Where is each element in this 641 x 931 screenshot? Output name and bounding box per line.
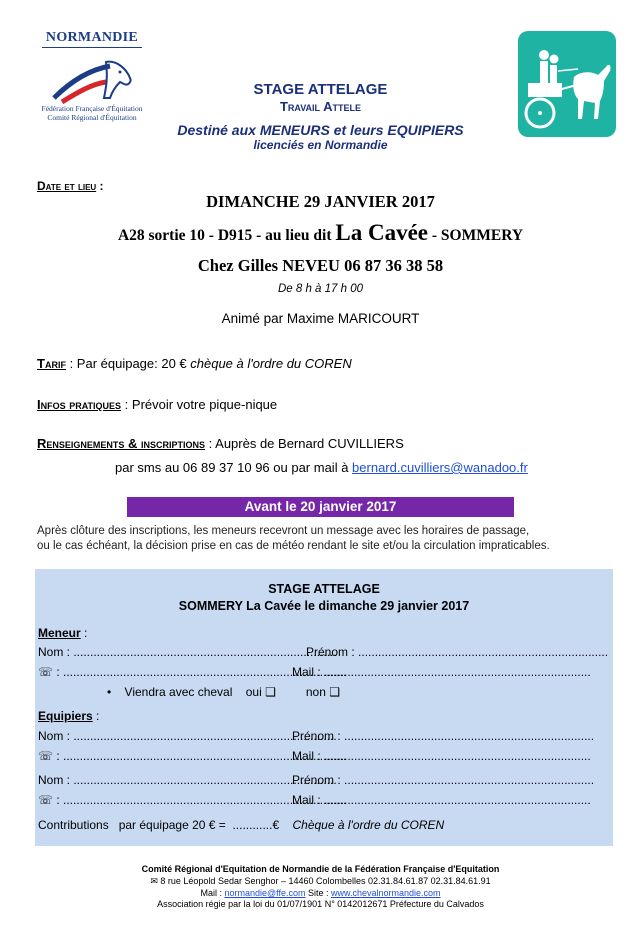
licence-line: licenciés en Normandie [253, 138, 388, 152]
infos-line [37, 397, 277, 412]
footer-org: Comité Régional d'Equitation de Normandie de la Fédération Française d'Equitation [141, 864, 500, 874]
phone-icon: ☏ [38, 749, 54, 763]
event-date: DIMANCHE 29 JANVIER 2017 [206, 192, 435, 211]
meneur-mail-field[interactable]: Mail : ................................................................................ [292, 665, 591, 679]
footer-address [0, 876, 641, 887]
bullet-icon: • [107, 685, 125, 699]
renseignements-label: Renseignements & inscriptions [37, 436, 206, 451]
tarif-cheque: chèque à l'ordre du COREN [190, 356, 352, 371]
footer-email-link[interactable]: normandie@ffe.com [224, 888, 306, 898]
footer-site-link[interactable]: www.chevalnormandie.com [331, 888, 441, 898]
footer-site-label: Site : [305, 888, 331, 898]
audience-line: Destiné aux MENEURS et leurs EQUIPIERS [177, 122, 464, 138]
tarif-label: Tarif [37, 356, 66, 371]
deadline-banner: Avant le 20 janvier 2017 [127, 497, 514, 517]
envelope-icon: ✉ [150, 876, 158, 886]
meneur-colon: : [80, 626, 88, 640]
tarif-line [37, 356, 352, 371]
form-subtitle: SOMMERY La Cavée le dimanche 29 janvier 2017 [178, 599, 470, 613]
phone-icon: ☏ [38, 793, 54, 807]
after-registration-note [37, 524, 550, 553]
equipiers-label: Equipiers [38, 709, 93, 723]
logo-brand-text: NORMANDIE [45, 30, 139, 45]
logo-fed-line1: Fédération Française d'Équitation [41, 104, 143, 113]
sms-line [115, 460, 528, 475]
sms-text: par sms au 06 89 37 10 96 ou par mail à [115, 460, 353, 475]
page-subtitle: Travail Attele [279, 99, 362, 114]
equipier1-prenom-field[interactable]: Prénom : ........................................................................... [292, 729, 595, 743]
contribution-text: Contributions par équipage 20 € = ............€ [38, 818, 293, 832]
registration-form [35, 569, 613, 846]
event-hours: De 8 h à 17 h 00 [277, 283, 364, 295]
meneur-heading [38, 626, 87, 640]
event-location [0, 220, 641, 246]
note-line-2: ou le cas échéant, la décision prise en cas de météo rendant le site et/ou la circulation impraticables. [37, 539, 550, 552]
renseignements-line [37, 436, 404, 451]
equipier2-nom-field[interactable]: Nom : ............................................................................... [38, 773, 337, 787]
cheval-choice-text: Viendra avec cheval oui ❑ non ❑ [124, 685, 340, 699]
footer-contact [0, 888, 641, 898]
infos-label: Infos pratiques [37, 397, 122, 412]
phone-icon: ☏ [38, 665, 54, 679]
meneur-prenom-field[interactable]: Prénom : ........................................................................... [306, 645, 609, 659]
date-lieu-colon: : [96, 179, 104, 193]
lieu-dit: La Cavée [335, 220, 428, 245]
instructor-line: Animé par Maxime MARICOURT [221, 311, 420, 326]
meneur-label: Meneur [38, 626, 81, 640]
renseignements-text: : Auprès de Bernard CUVILLIERS [205, 436, 404, 451]
logo-divider [42, 47, 142, 48]
equipier1-tel-dots: : ..................................................................................... [53, 749, 347, 763]
town-name: SOMMERY [440, 227, 524, 244]
equipier1-mail-field[interactable]: Mail : ................................................................................ [292, 749, 591, 763]
host-contact: Chez Gilles NEVEU 06 87 36 38 58 [197, 256, 444, 275]
footer-address-text: 8 rue Léopold Sedar Senghor – 14460 Colombelles 02.31.84.61.87 02.31.84.61.91 [157, 876, 491, 886]
meneur-nom-field[interactable]: Nom : ............................................................................... [38, 645, 337, 659]
date-lieu-label-text: Date et lieu [37, 179, 97, 193]
contribution-cheque: Chèque à l'ordre du COREN [292, 818, 445, 832]
meneur-tel-dots: : ..................................................................................... [53, 665, 347, 679]
logo-fed-line2: Comité Régional d'Équitation [47, 113, 137, 122]
form-title: STAGE ATTELAGE [268, 582, 380, 596]
equipiers-heading [38, 709, 99, 723]
equipier2-tel-dots: : ..................................................................................... [53, 793, 347, 807]
route-text: A28 sortie 10 - D915 - au lieu dit [117, 227, 336, 244]
tarif-text: : Par équipage: 20 € [65, 356, 191, 371]
equipier2-mail-field[interactable]: Mail : ................................................................................ [292, 793, 591, 807]
page-title: STAGE ATTELAGE [253, 81, 388, 98]
note-line-1: Après clôture des inscriptions, les meneurs recevront un message avec les horaires de passage, [37, 525, 530, 537]
contribution-line[interactable] [38, 818, 444, 832]
cheval-choice[interactable] [107, 685, 340, 699]
equipier1-nom-field[interactable]: Nom : ............................................................................... [38, 729, 337, 743]
equipier2-prenom-field[interactable]: Prénom : ........................................................................... [292, 773, 595, 787]
infos-text: : Prévoir votre pique-nique [121, 397, 278, 412]
equipiers-colon: : [92, 709, 100, 723]
footer-mail-label: Mail : [200, 888, 225, 898]
footer-legal: Association régie par la loi du 01/07/1901 N° 0142012671 Préfecture du Calvados [157, 899, 484, 909]
contact-email-link[interactable]: bernard.cuvilliers@wanadoo.fr [352, 460, 528, 475]
location-separator: - [428, 227, 441, 244]
